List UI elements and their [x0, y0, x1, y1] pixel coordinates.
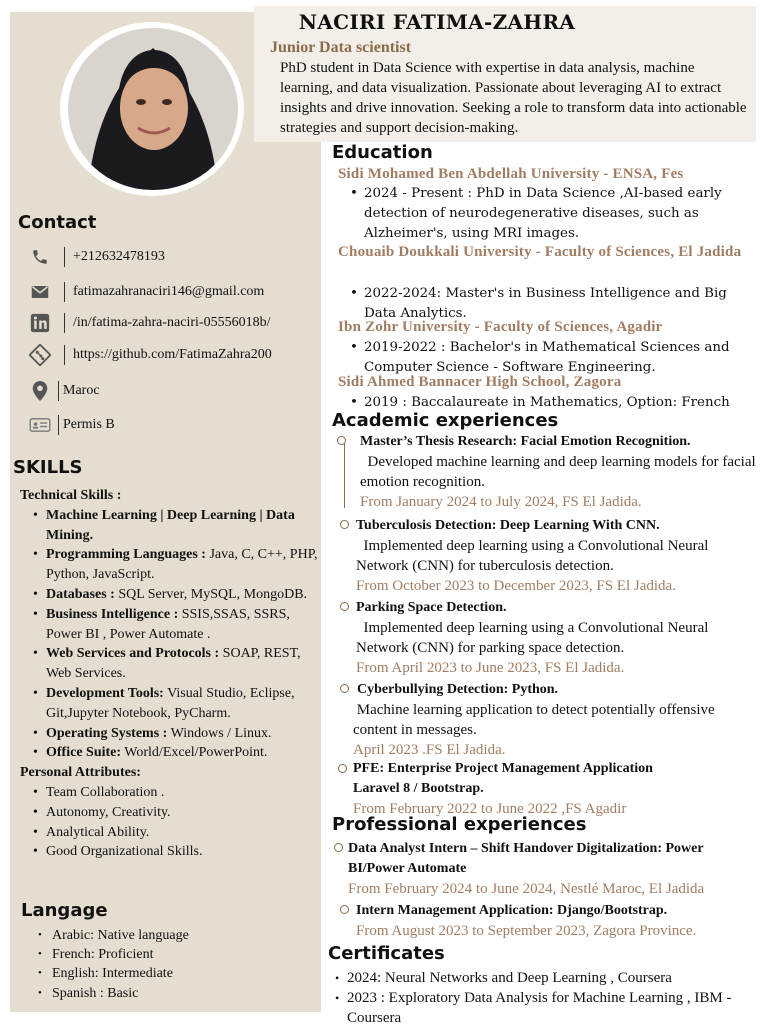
certificates-heading: Certificates — [328, 943, 445, 964]
academic-date: From January 2024 to July 2024, FS El Jadida. — [360, 494, 642, 510]
location-pin-icon — [26, 380, 54, 402]
professional-item — [356, 901, 761, 941]
contact-email-text[interactable]: fatimazahranaciri146@gmail.com — [73, 284, 265, 299]
contact-github-text[interactable]: https://github.com/FatimaZahra200 — [73, 347, 272, 362]
contact-phone-text[interactable]: +212632478193 — [73, 249, 165, 264]
timeline-dot — [340, 520, 349, 529]
education-school: Sidi Ahmed Bannacer High School, Zagora — [338, 374, 622, 390]
skills-heading: SKILLS — [13, 457, 83, 478]
timeline-dot — [334, 843, 343, 852]
contact-location — [26, 379, 100, 403]
academic-date: From February 2022 to June 2022 ,FS Agadir — [353, 801, 627, 817]
academic-description: Implemented deep learning using a Convolutional Neural Network (CNN) for parking space detection. — [356, 620, 713, 656]
profile-photo — [68, 28, 238, 190]
skills-section — [20, 486, 320, 862]
education-detail: • 2022-2024: Master's in Business Intelligence and Big Data Analytics. — [350, 286, 727, 321]
technical-skills-list — [20, 506, 320, 763]
professional-item — [348, 839, 748, 899]
attribute-item: • Autonomy, Creativity. — [46, 803, 320, 823]
education-detail: • 2024 - Present : PhD in Data Science ,AI-based early detection of neurodegenerative diseases, such as Alzheimer's, using MRI images. — [350, 186, 722, 241]
timeline-line — [344, 438, 345, 508]
candidate-name: NACIRI FATIMA-ZAHRA — [298, 10, 576, 34]
languages-section — [36, 926, 306, 1003]
certificate-item: • 2023 : Exploratory Data Analysis for Machine Learning , IBM - Coursera — [347, 988, 765, 1028]
academic-heading: Academic experiences — [332, 410, 559, 431]
personal-attributes-list — [20, 783, 320, 862]
personal-attributes-heading: Personal Attributes: — [20, 765, 141, 781]
contact-email — [26, 280, 264, 304]
timeline-dot — [337, 436, 346, 445]
certificate-item: • 2024: Neural Networks and Deep Learning , Coursera — [347, 968, 765, 988]
academic-date: From October 2023 to December 2023, FS El Jadida. — [356, 578, 676, 594]
id-card-icon — [26, 414, 54, 436]
academic-description: Implemented deep learning using a Convolutional Neural Network (CNN) for tuberculosis detection. — [356, 538, 713, 574]
languages-heading: Langage — [21, 900, 108, 921]
timeline-dot — [338, 764, 347, 773]
skill-item: • Programming Languages : Java, C, C++, PHP, Python, JavaScript. — [46, 545, 320, 585]
timeline-dot — [340, 602, 349, 611]
academic-item — [360, 432, 765, 512]
academic-description: Machine learning application to detect potentially offensive content in messages. — [353, 702, 719, 738]
skill-item: • Machine Learning | Deep Learning | Data Mining. — [46, 506, 320, 546]
attribute-item: • Good Organizational Skills. — [46, 842, 320, 862]
skill-item: • Office Suite: World/Excel/PowerPoint. — [46, 743, 320, 763]
technical-skills-heading: Technical Skills : — [20, 488, 122, 503]
academic-item — [356, 516, 761, 596]
professional-heading: Professional experiences — [332, 814, 587, 835]
professional-title: Intern Management Application: Django/Bootstrap. — [356, 903, 668, 918]
attribute-item: • Team Collaboration . — [46, 783, 320, 803]
timeline-dot — [340, 905, 349, 914]
language-item: • Arabic: Native language — [52, 926, 306, 945]
education-school: Ibn Zohr University - Faculty of Sciences, Agadir — [338, 319, 663, 335]
contact-license-text: Permis B — [63, 417, 115, 432]
academic-title: Master’s Thesis Research: Facial Emotion Recognition. — [360, 434, 691, 449]
academic-item — [353, 680, 758, 760]
skill-item: • Databases : SQL Server, MySQL, MongoDB. — [46, 585, 320, 605]
skill-item: • Business Intelligence : SSIS,SSAS, SSRS, Power BI , Power Automate . — [46, 605, 320, 645]
academic-title: Cyberbullying Detection: Python. — [357, 682, 559, 697]
academic-description: Developed machine learning and deep learning models for facial emotion recognition. — [360, 454, 760, 490]
email-icon — [26, 281, 54, 303]
skill-item: • Operating Systems : Windows / Linux. — [46, 724, 320, 744]
contact-phone — [26, 245, 165, 269]
education-heading: Education — [332, 142, 433, 163]
attribute-item: • Analytical Ability. — [46, 823, 320, 843]
academic-title: Parking Space Detection. — [356, 600, 507, 615]
academic-date: April 2023 .FS El Jadida. — [353, 742, 506, 758]
contact-linkedin — [26, 311, 270, 335]
skill-item: • Web Services and Protocols : SOAP, REST, Web Services. — [46, 644, 320, 684]
contact-linkedin-text[interactable]: /in/fatima-zahra-naciri-05556018b/ — [73, 315, 271, 330]
language-item: • French: Proficient — [52, 945, 306, 964]
professional-title: Data Analyst Intern – Shift Handover Digitalization: Power BI/Power Automate — [348, 841, 704, 876]
language-item: • English: Intermediate — [52, 964, 306, 983]
academic-item — [353, 759, 683, 819]
timeline-dot — [340, 684, 349, 693]
profile-summary: PhD student in Data Science with expertise in data analysis, machine learning, and data visualization. Passionate about leveraging AI to extract insights and drive innovation. Seeking a role to transform data into actionable strategies and support decision-making. — [280, 60, 747, 136]
certificates-section — [335, 968, 765, 1028]
contact-license — [26, 413, 115, 437]
contact-github — [26, 343, 272, 367]
professional-date: From August 2023 to September 2023, Zagora Province. — [356, 923, 697, 939]
education-detail: • 2019 : Baccalaureate in Mathematics, Option: French — [350, 395, 730, 410]
education-school: Sidi Mohamed Ben Abdellah University - ENSA, Fes — [338, 166, 684, 182]
phone-icon — [26, 246, 54, 268]
education-school: Chouaib Doukkali University - Faculty of Sciences, El Jadida — [338, 244, 742, 260]
academic-date: From April 2023 to June 2023, FS El Jadida. — [356, 660, 625, 676]
linkedin-icon — [26, 312, 54, 334]
contact-heading: Contact — [18, 212, 97, 233]
professional-date: From February 2024 to June 2024, Nestlé Maroc, El Jadida — [348, 881, 705, 897]
academic-title: Tuberculosis Detection: Deep Learning With CNN. — [356, 518, 660, 533]
git-icon — [26, 344, 54, 366]
language-item: • Spanish : Basic — [52, 984, 306, 1003]
job-title: Junior Data scientist — [270, 39, 412, 56]
skill-item: • Development Tools: Visual Studio, Eclipse, Git,Jupyter Notebook, PyCharm. — [46, 684, 320, 724]
academic-title: PFE: Enterprise Project Management Application Laravel 8 / Bootstrap. — [353, 761, 653, 796]
academic-item — [356, 598, 761, 678]
education-detail: • 2019-2022 : Bachelor's in Mathematical Sciences and Computer Science - Software Engineering. — [350, 340, 730, 375]
contact-location-text: Maroc — [63, 383, 100, 398]
